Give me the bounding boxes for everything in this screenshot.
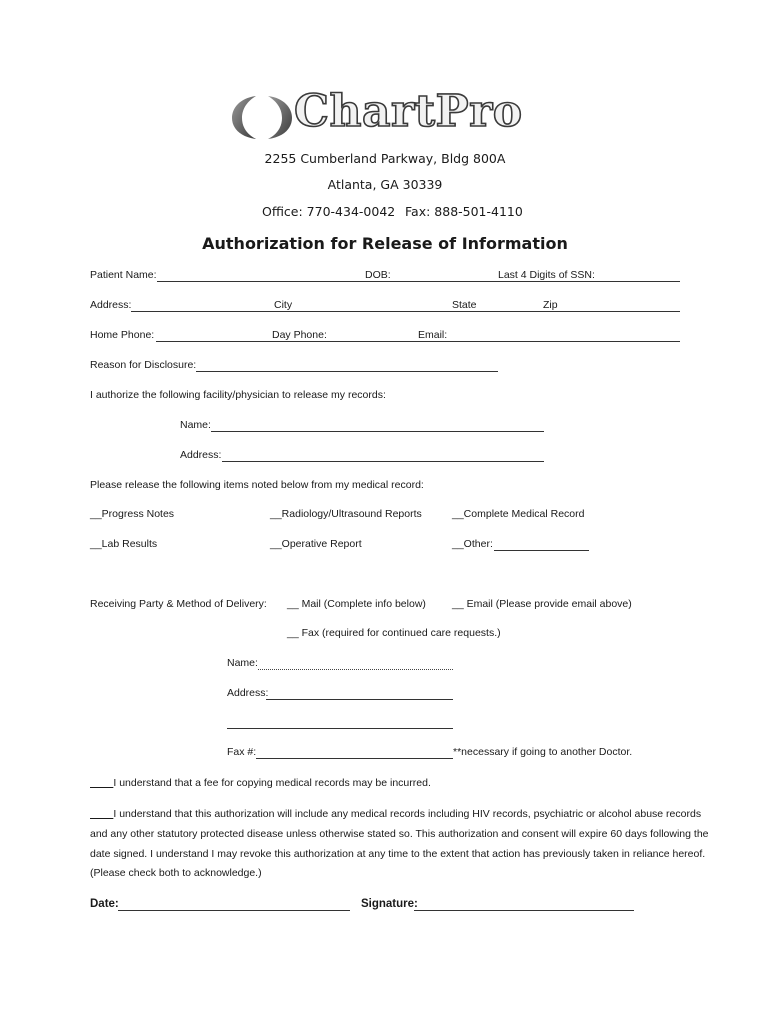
check-note: (Please check both to acknowledge.) <box>90 867 262 879</box>
email-option[interactable]: __ Email (Please provide email above) <box>452 598 632 610</box>
auth-blank <box>90 808 113 820</box>
facility-name-label: Name: <box>180 419 211 431</box>
address-line-2: Atlanta, GA 30339 <box>327 177 443 192</box>
fax-option[interactable]: __ Fax (required for continued care requests.) <box>287 627 501 639</box>
complete-record-option[interactable]: __Complete Medical Record <box>452 508 585 520</box>
chartpro-logo <box>232 86 523 142</box>
day-phone-field[interactable] <box>326 328 412 342</box>
page-title: Authorization for Release of Information <box>202 234 568 253</box>
ssn-field[interactable] <box>595 268 679 282</box>
release-heading: Please release the following items noted below from my medical record: <box>90 479 424 491</box>
facility-name-field[interactable] <box>212 418 543 432</box>
fee-text: I understand that a fee for copying medical records may be incurred. <box>113 777 431 789</box>
home-phone-label: Home Phone: <box>90 329 155 341</box>
facility-address-label: Address: <box>180 449 222 461</box>
city-field[interactable] <box>296 298 446 312</box>
other-option[interactable]: __Other: <box>452 538 493 550</box>
recipient-address-field-2[interactable] <box>228 715 452 729</box>
reason-label: Reason for Disclosure: <box>90 359 197 371</box>
dob-label: DOB: <box>365 269 391 281</box>
city-label: City <box>274 299 293 311</box>
logo-text: ChartPro <box>294 86 523 137</box>
delivery-label: Receiving Party & Method of Delivery: <box>90 598 267 610</box>
patient-name-label: Patient Name: <box>90 269 157 281</box>
recipient-name-label: Name: <box>227 657 258 669</box>
auth-line-2: and any other statutory protected disease unless otherwise stated so. This authorization and consent will expire 60 days following the <box>90 828 709 840</box>
signature-field[interactable] <box>415 897 633 911</box>
auth-line-3: date signed. I understand I may revoke this authorization at any time to the extent that action has previously taken in reliance hereof. <box>90 848 706 860</box>
recipient-fax-field[interactable] <box>257 745 452 759</box>
logo-mark-icon <box>232 92 292 142</box>
reason-field[interactable] <box>197 358 497 372</box>
address-label: Address: <box>90 299 132 311</box>
dob-field[interactable] <box>392 268 492 282</box>
home-phone-field[interactable] <box>157 328 265 342</box>
patient-name-field[interactable] <box>158 268 358 282</box>
state-label: State <box>452 299 477 311</box>
recipient-address-label: Address: <box>227 687 269 699</box>
recipient-fax-label: Fax #: <box>227 746 257 758</box>
operative-report-option[interactable]: __Operative Report <box>270 538 362 550</box>
fax-number: Fax: 888-501-4110 <box>405 204 523 219</box>
other-field[interactable] <box>495 537 588 551</box>
email-label: Email: <box>418 329 448 341</box>
facility-address-field[interactable] <box>223 448 543 462</box>
lab-results-option[interactable]: __Lab Results <box>90 538 158 550</box>
email-field[interactable] <box>450 328 679 342</box>
authorization-acknowledgement[interactable] <box>90 808 701 820</box>
fax-note: **necessary if going to another Doctor. <box>453 746 633 758</box>
radiology-option[interactable]: __Radiology/Ultrasound Reports <box>270 508 422 520</box>
recipient-name-field[interactable] <box>259 656 452 670</box>
fee-blank <box>90 777 113 789</box>
mail-option[interactable]: __ Mail (Complete info below) <box>287 598 426 610</box>
address-field[interactable] <box>132 298 270 312</box>
date-label: Date: <box>90 898 119 910</box>
day-phone-label: Day Phone: <box>272 329 327 341</box>
address-line-1: 2255 Cumberland Parkway, Bldg 800A <box>264 151 506 166</box>
office-phone: Office: 770-434-0042 <box>262 204 396 219</box>
zip-field[interactable] <box>562 298 679 312</box>
auth-line-1: I understand that this authorization will include any medical records including HIV records, psychiatric or alcohol abuse records <box>113 808 702 820</box>
ssn-label: Last 4 Digits of SSN: <box>498 269 595 281</box>
state-field[interactable] <box>480 298 538 312</box>
zip-label: Zip <box>543 299 558 311</box>
date-field[interactable] <box>119 897 349 911</box>
progress-notes-option[interactable]: __Progress Notes <box>90 508 175 520</box>
fee-acknowledgement[interactable] <box>90 777 431 789</box>
signature-label: Signature: <box>361 898 418 910</box>
authorize-text: I authorize the following facility/physician to release my records: <box>90 389 386 401</box>
recipient-address-field[interactable] <box>267 686 452 700</box>
